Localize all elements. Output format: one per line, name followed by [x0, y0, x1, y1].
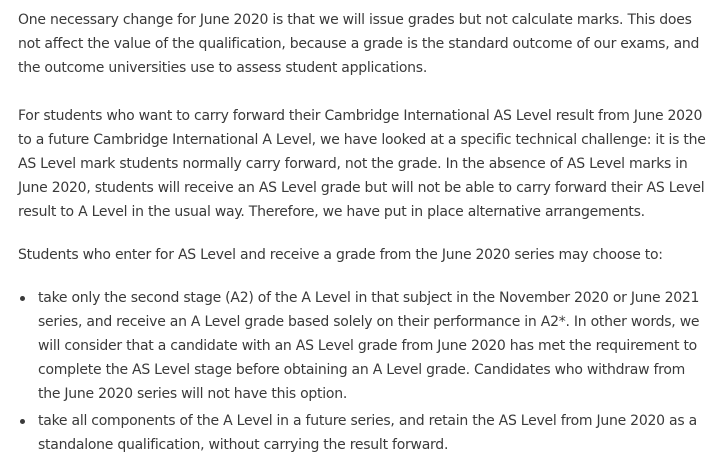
- list-item: take only the second stage (A2) of the A Level in that subject in the November 2020 or June 2021 series, and receive an A Level grade based solely on their performance in A2*. In other words, we will consider that a candidate with an AS Level grade from June 2020 has met the requirement to complete the AS Level stage before obtaining an A Level grade. Candidates who withdraw from the June 2020 series will not have this option.: [18, 286, 706, 406]
- paragraph-options-intro: Students who enter for AS Level and receive a grade from the June 2020 series may choose to:: [18, 247, 663, 263]
- list-item: take all components of the A Level in a future series, and retain the AS Level from June 2020 as a standalone qualification, without carrying the result forward.: [18, 409, 706, 457]
- paragraph-grades-not-marks: One necessary change for June 2020 is that we will issue grades but not calculate marks. This does not affect the value of the qualification, because a grade is the standard outcome of our exams, and the outcome universities use to assess student applications.: [18, 12, 700, 76]
- paragraph-carry-forward: For students who want to carry forward their Cambridge International AS Level result from June 2020 to a future Cambridge International A Level, we have looked at a specific technical challenge: it is the AS Level mark students normally carry forward, not the grade. In the absence of AS Level marks in June 2020, students will receive an AS Level grade but will not be able to carry forward their AS Level result to A Level in the usual way. Therefore, we have put in place alternative arrangements.: [18, 108, 706, 220]
- options-list: [18, 286, 706, 457]
